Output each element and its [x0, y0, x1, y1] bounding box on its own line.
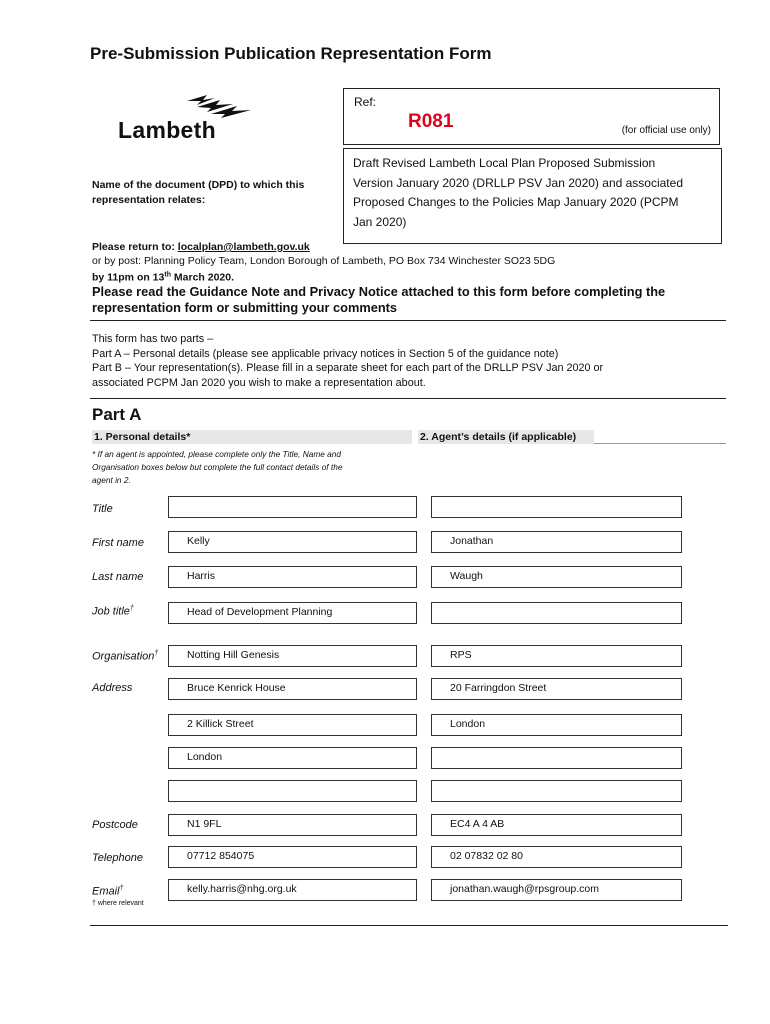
form-title: Pre-Submission Publication Representation Form: [90, 44, 492, 63]
ref-box: [343, 88, 720, 145]
email-label: Email†: [92, 885, 124, 898]
document-line: Jan 2020): [353, 214, 407, 229]
agent-postcode-field[interactable]: EC4 A 4 AB: [431, 814, 682, 836]
dagger-mark: †: [129, 605, 134, 612]
agent-title-field[interactable]: [431, 496, 682, 518]
personal-details-heading: 1. Personal details*: [92, 430, 412, 444]
personal-last-name-field[interactable]: Harris: [168, 566, 417, 588]
parts-line: Part A – Personal details (please see applicable privacy notices in Section 5 of the guidance note): [92, 347, 559, 360]
ref-official-note: (for official use only): [621, 125, 711, 136]
first-name-label: First name: [92, 537, 144, 549]
title-label: Title: [92, 503, 113, 515]
parts-line: associated PCPM Jan 2020 you wish to make a representation about.: [92, 376, 426, 389]
agent-address-line-2[interactable]: London: [431, 714, 682, 736]
where-relevant-note: † where relevant: [92, 900, 144, 907]
agent-address-line-1[interactable]: 20 Farringdon Street: [431, 678, 682, 700]
telephone-label: Telephone: [92, 852, 143, 864]
ref-code: R081: [408, 111, 454, 132]
return-email-link[interactable]: localplan@lambeth.gov.uk: [177, 241, 310, 253]
divider: [90, 398, 726, 399]
personal-address-line-3[interactable]: London: [168, 747, 417, 769]
agent-note: * If an agent is appointed, please complete only the Title, Name and Organisation boxes below but complete the full contact details of the agent in 2.: [92, 449, 343, 485]
personal-address-line-1[interactable]: Bruce Kenrick House: [168, 678, 417, 700]
deadline-suffix: March 2020.: [170, 271, 235, 284]
deadline-sup: th: [164, 271, 171, 278]
job-title-label: Job title†: [92, 605, 134, 618]
parts-line: Part B – Your representation(s). Please fill in a separate sheet for each part of the DRLLP PSV Jan 2020 or: [92, 362, 604, 375]
return-instructions: [92, 240, 555, 285]
parts-intro: [92, 332, 732, 390]
agent-heading-rule: [594, 443, 726, 444]
personal-address-line-4[interactable]: [168, 780, 417, 802]
ref-label: Ref:: [354, 95, 377, 109]
logo-wordmark: Lambeth: [118, 117, 216, 143]
agent-address-line-4[interactable]: [431, 780, 682, 802]
parts-line: This form has two parts –: [92, 333, 214, 345]
divider: [90, 925, 728, 926]
part-a-heading: Part A: [92, 405, 142, 424]
deadline-prefix: by 11pm on 13: [92, 271, 165, 284]
agent-first-name-field[interactable]: Jonathan: [431, 531, 682, 553]
organisation-label: Organisation†: [92, 650, 159, 663]
return-post: or by post: Planning Policy Team, London Borough of Lambeth, PO Box 734 Winchester SO23 5DG: [92, 255, 556, 267]
postcode-label: Postcode: [92, 819, 138, 831]
agent-email-field[interactable]: jonathan.waugh@rpsgroup.com: [431, 879, 682, 901]
agent-job-title-field[interactable]: [431, 602, 682, 624]
personal-email-field[interactable]: kelly.harris@nhg.org.uk: [168, 879, 417, 901]
personal-organisation-field[interactable]: Notting Hill Genesis: [168, 645, 417, 667]
personal-postcode-field[interactable]: N1 9FL: [168, 814, 417, 836]
divider: [90, 320, 726, 321]
dagger-mark: †: [119, 885, 124, 892]
document-line: Draft Revised Lambeth Local Plan Proposed Submission: [353, 156, 656, 170]
guidance-notice: Please read the Guidance Note and Privacy Notice attached to this form before completing the representation form or submitting your comments: [92, 284, 666, 315]
personal-address-line-2[interactable]: 2 Killick Street: [168, 714, 417, 736]
document-line: Version January 2020 (DRLLP PSV Jan 2020) and associated: [353, 175, 683, 190]
return-prefix: Please return to:: [92, 241, 178, 253]
agent-details-heading: 2. Agent’s details (if applicable): [418, 430, 594, 444]
personal-first-name-field[interactable]: Kelly: [168, 531, 417, 553]
personal-job-title-field[interactable]: Head of Development Planning: [168, 602, 417, 624]
address-label: Address: [92, 682, 133, 694]
personal-title-field[interactable]: [168, 496, 417, 518]
agent-telephone-field[interactable]: 02 07832 02 80: [431, 846, 682, 868]
personal-telephone-field[interactable]: 07712 854075: [168, 846, 417, 868]
document-label: Name of the document (DPD) to which this representation relates:: [92, 179, 305, 206]
lambeth-arrows-icon: [115, 95, 265, 119]
last-name-label: Last name: [92, 571, 144, 583]
dagger-mark: †: [154, 650, 159, 657]
document-line: Proposed Changes to the Policies Map January 2020 (PCPM: [353, 195, 679, 209]
document-name-box: [343, 148, 722, 244]
lambeth-logo: [115, 95, 265, 155]
agent-organisation-field[interactable]: RPS: [431, 645, 682, 667]
agent-last-name-field[interactable]: Waugh: [431, 566, 682, 588]
agent-address-line-3[interactable]: [431, 747, 682, 769]
